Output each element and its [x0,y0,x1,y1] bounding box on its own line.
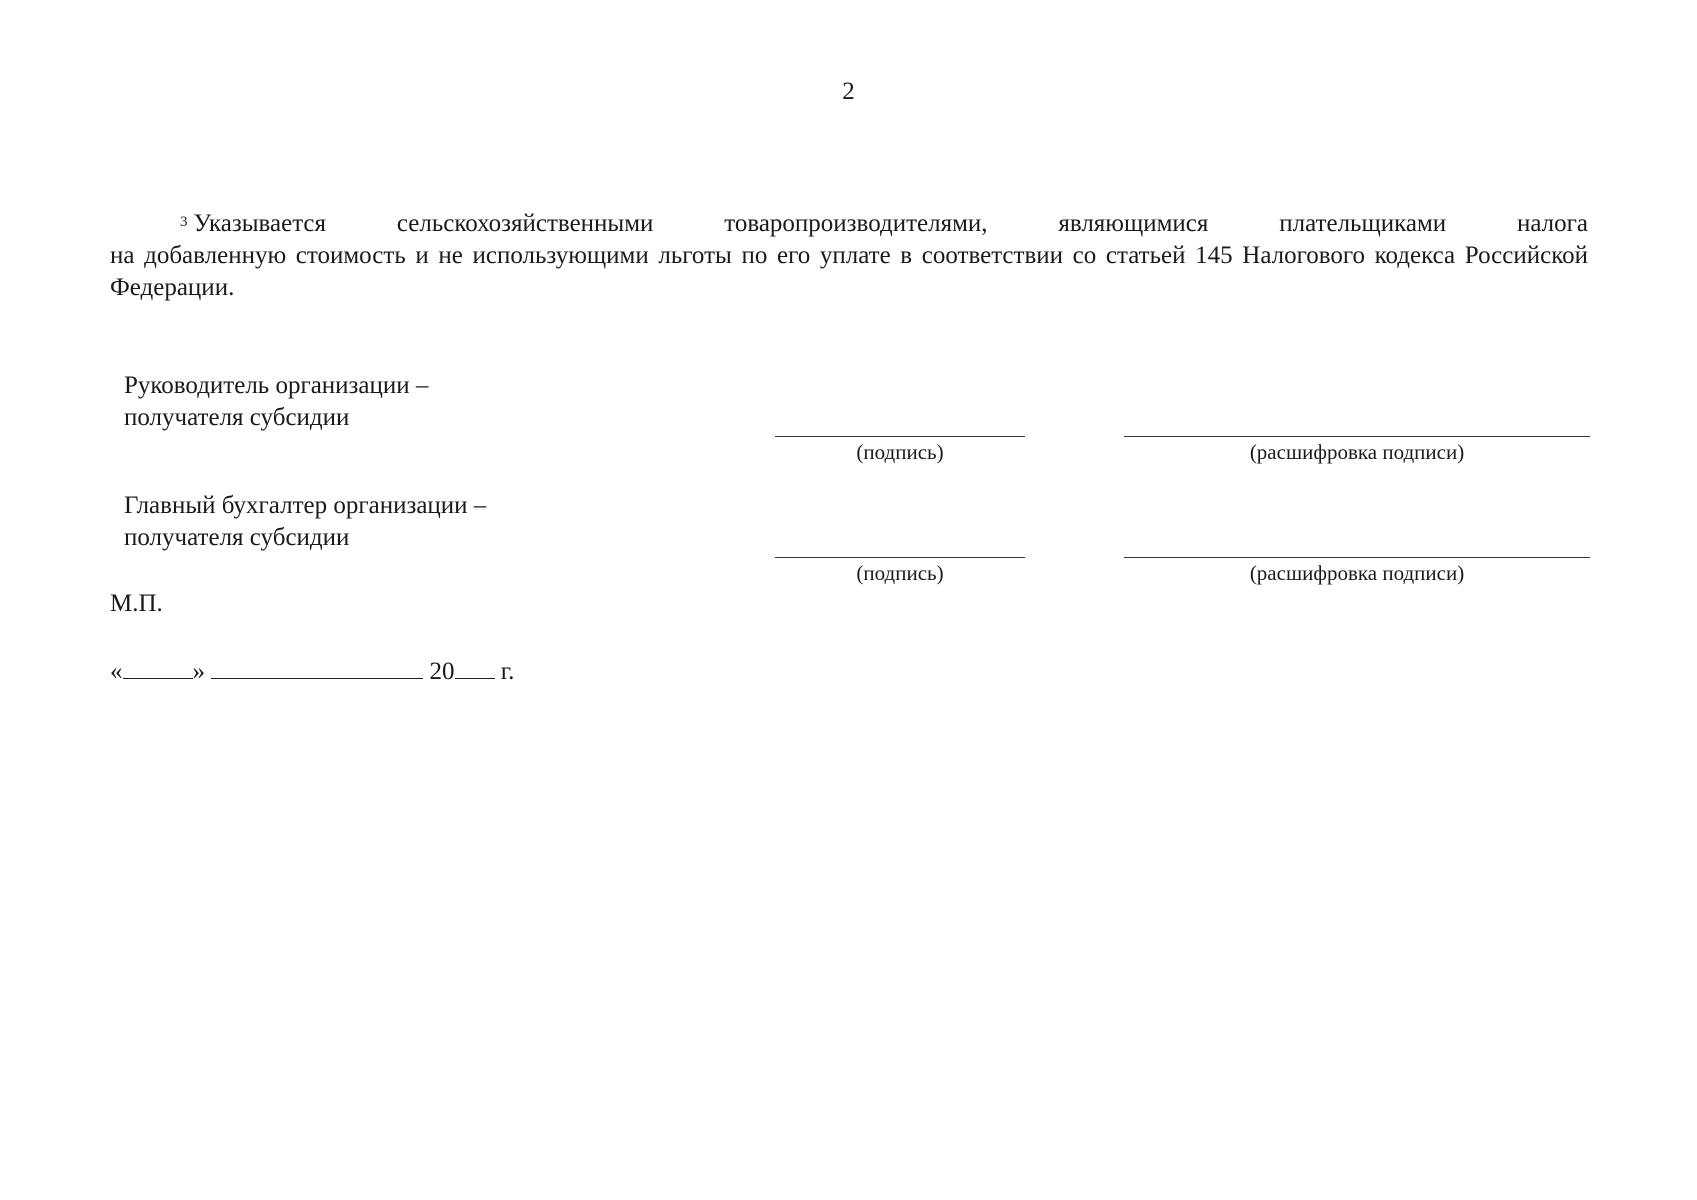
date-open-quote: « [110,658,123,685]
head-decoding-caption: (расшифровка подписи) [1249,440,1465,464]
date-year-prefix: 20 [429,658,455,685]
date-close-quote: » [192,658,205,685]
head-signature-line[interactable] [775,436,1025,437]
accountant-role-label [124,490,486,554]
date-day-blank[interactable] [123,656,193,679]
date-year-suffix: г. [500,658,515,685]
footnote-first-line [110,208,1588,240]
head-decoding-line[interactable] [1124,436,1590,437]
footnote-first-line-text: Указывается сельскохозяйственными товаропроизводителями, являющимися плательщиками налога [193,210,1588,237]
date-line [110,656,514,686]
head-role-line1: Руководитель организации – [124,372,429,399]
page-number: 2 [842,78,855,105]
accountant-role-line2: получателя субсидии [124,524,350,551]
date-month-blank[interactable] [211,656,423,679]
footnote-rest-text: на добавленную стоимость и не использующими льготы по его уплате в соответствии со статьей 145 Налогового кодекса Российской Федерации. [110,242,1588,301]
footnote-marker: 3 [180,214,188,230]
accountant-decoding-line[interactable] [1124,557,1590,558]
head-role-line2: получателя субсидии [124,404,350,431]
accountant-signature-line[interactable] [775,557,1025,558]
accountant-role-line1: Главный бухгалтер организации – [124,492,487,519]
date-year-blank[interactable] [455,656,495,679]
head-role-label [124,370,428,434]
footnote [110,208,1588,304]
seal-label: М.П. [110,590,163,617]
head-signature-caption: (подпись) [856,440,944,464]
accountant-decoding-caption: (расшифровка подписи) [1249,561,1465,585]
accountant-signature-caption: (подпись) [856,561,944,585]
